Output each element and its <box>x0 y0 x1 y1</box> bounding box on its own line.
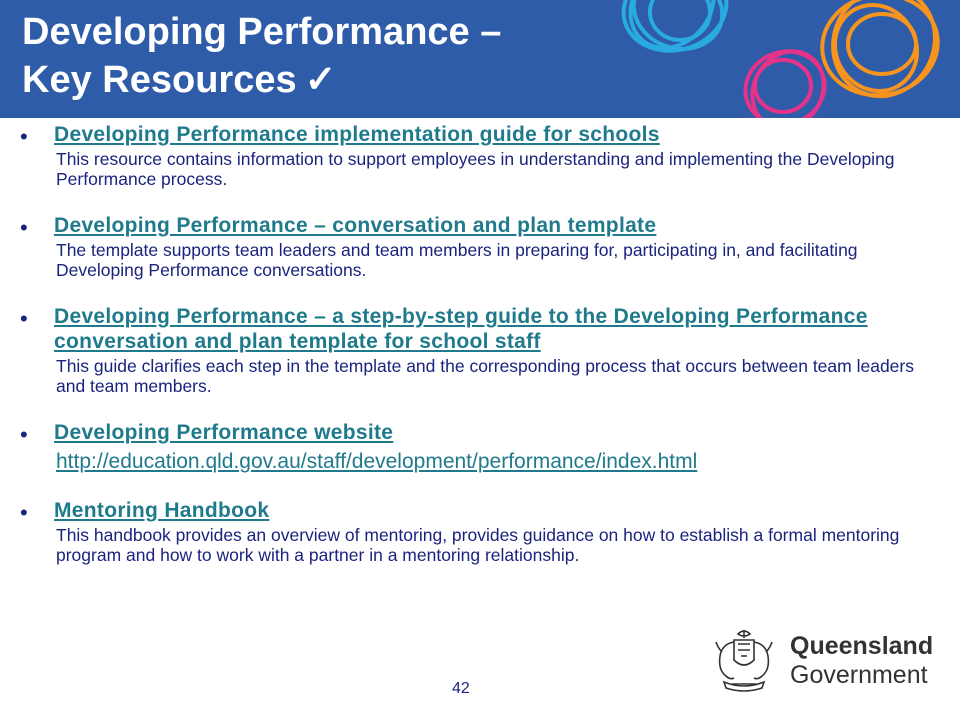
conversation-template-description: The template supports team leaders and team members in preparing for, participating in, and facilitating Developing Performance conversations. <box>56 240 858 280</box>
bullet-marker: • <box>20 124 28 149</box>
implementation-guide-link[interactable]: Developing Performance implementation guide for schools <box>54 123 660 146</box>
bullet-marker: • <box>20 422 28 447</box>
bullet-marker: • <box>20 500 28 525</box>
title-banner <box>0 0 960 118</box>
mentoring-handbook-link[interactable]: Mentoring Handbook <box>54 499 270 522</box>
resource-item-mentoring-handbook <box>20 498 940 565</box>
resource-list <box>20 122 940 565</box>
resource-item-implementation-guide <box>20 122 940 189</box>
coat-of-arms-icon <box>708 626 780 698</box>
bullet-marker: • <box>20 306 28 331</box>
checkmark-icon: ✓ <box>304 59 337 101</box>
implementation-guide-description: This resource contains information to support employees in understanding and implementing the Developing Performance process. <box>56 149 895 189</box>
mentoring-handbook-description: This handbook provides an overview of mentoring, provides guidance on how to establish a formal mentoring program and how to work with a partner in a mentoring relationship. <box>56 525 900 565</box>
step-by-step-guide-link[interactable]: Developing Performance – a step-by-step guide to the Developing Performance conversation and plan template for school staff <box>54 305 868 353</box>
logo-line-queensland: Queensland <box>790 632 934 660</box>
logo-line-government: Government <box>790 661 928 689</box>
logo-wordmark <box>790 632 933 690</box>
step-by-step-guide-description: This guide clarifies each step in the template and the corresponding process that occurs between team leaders and team members. <box>56 356 914 396</box>
title-line-2-text: Key Resources <box>22 59 297 101</box>
website-link[interactable]: Developing Performance website <box>54 421 394 444</box>
resource-item-step-by-step-guide <box>20 304 940 396</box>
resource-item-conversation-template <box>20 213 940 280</box>
conversation-template-link[interactable]: Developing Performance – conversation and plan template <box>54 214 657 237</box>
title-line-1: Developing Performance – <box>22 11 502 53</box>
orange-scribble <box>814 0 952 113</box>
page-number: 42 <box>452 680 470 697</box>
queensland-government-logo <box>708 622 934 702</box>
decorative-circles-graphic <box>600 0 960 118</box>
bullet-marker: • <box>20 215 28 240</box>
resource-item-website <box>20 420 940 474</box>
slide-title <box>22 8 501 104</box>
website-url-link[interactable]: http://education.qld.gov.au/staff/development/performance/index.html <box>56 450 698 473</box>
title-line-2 <box>22 56 501 104</box>
blue-scribble <box>613 0 736 65</box>
